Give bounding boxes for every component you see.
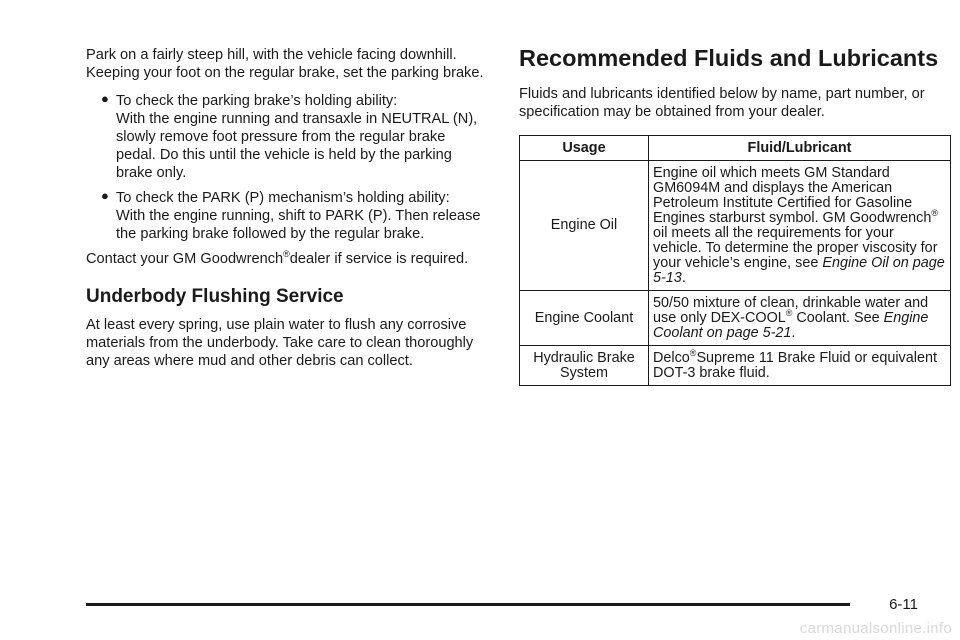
watermark: carmanualsonline.info [799, 620, 952, 637]
page-reference: Engine Coolant on page 5-21 [653, 310, 929, 341]
right-column [519, 44, 951, 386]
dealer-service-note [86, 250, 486, 268]
registered-mark: ® [283, 249, 290, 260]
fluid-text-end: . [681, 270, 686, 286]
registered-mark: ® [785, 308, 793, 319]
fluid-cell [649, 291, 951, 346]
bullet-body: With the engine running, shift to PARK (P). Then release the parking brake followed by the regular brake. [116, 208, 481, 242]
fluid-text: oil meets all the requirements for your vehicle. To determine the proper viscosity for your vehicle’s engine, see [653, 225, 938, 271]
fluid-text-end: . [791, 325, 796, 341]
fluids-intro: Fluids and lubricants identified below by name, part number, or specification may be obtained from your dealer. [519, 86, 925, 120]
table-row [520, 346, 951, 386]
bullet-park-mechanism [86, 189, 486, 243]
dealer-text-post: dealer if service is required. [289, 251, 469, 267]
fluid-text: Coolant. See [792, 310, 880, 326]
bullet-dot-icon: ● [101, 91, 109, 106]
dealer-text-pre: Contact your GM Goodwrench [86, 251, 284, 267]
page-reference: Engine Oil on page 5-13 [653, 255, 945, 286]
left-column [86, 46, 486, 370]
bullet-body: With the engine running and transaxle in NEUTRAL (N), slowly remove foot pressure from the regular brake pedal. Do this until the vehicle is held by the parking brake only. [116, 111, 478, 181]
registered-mark: ® [689, 348, 697, 359]
fluid-text: Supreme 11 Brake Fluid or equivalent DOT-3 brake fluid. [653, 350, 937, 381]
section-heading-fluids: Recommended Fluids and Lubricants [519, 45, 939, 71]
usage-cell: Hydraulic Brake System [520, 346, 649, 386]
bullet-lead: To check the PARK (P) mechanism’s holding ability: [116, 190, 450, 206]
usage-cell: Engine Coolant [520, 291, 649, 346]
bullet-parking-brake [86, 92, 486, 182]
hill-test-intro: Park on a fairly steep hill, with the vehicle facing downhill. Keeping your foot on the regular brake, set the parking brake. [86, 47, 484, 81]
fluid-text: 50/50 mixture of clean, drinkable water and use only DEX-COOL [653, 295, 929, 326]
fluid-cell [649, 346, 951, 386]
flush-paragraph: At least every spring, use plain water to flush any corrosive materials from the underbody. Take care to clean thoroughly any areas where mud and other debris can collect. [86, 317, 474, 369]
footer-rule [86, 603, 850, 606]
fluid-text: Engine oil which meets GM Standard GM6094M and displays the American Petroleum Institute Certified for Gasoline Engines starburst symbol. GM Goodwrench [653, 165, 932, 226]
bullet-dot-icon: ● [101, 188, 109, 203]
table-header-row [520, 136, 951, 161]
section-heading-underbody: Underbody Flushing Service [86, 286, 344, 307]
fluid-cell [649, 161, 951, 291]
table-row [520, 291, 951, 346]
fluids-table [519, 135, 951, 386]
table-row [520, 161, 951, 291]
bullet-lead: To check the parking brake’s holding ability: [116, 93, 398, 109]
page-number: 6-11 [889, 596, 918, 613]
column-header-usage: Usage [520, 136, 649, 161]
usage-cell: Engine Oil [520, 161, 649, 291]
column-header-fluid: Fluid/Lubricant [649, 136, 951, 161]
fluid-text: Delco [653, 350, 690, 366]
registered-mark: ® [931, 208, 938, 219]
